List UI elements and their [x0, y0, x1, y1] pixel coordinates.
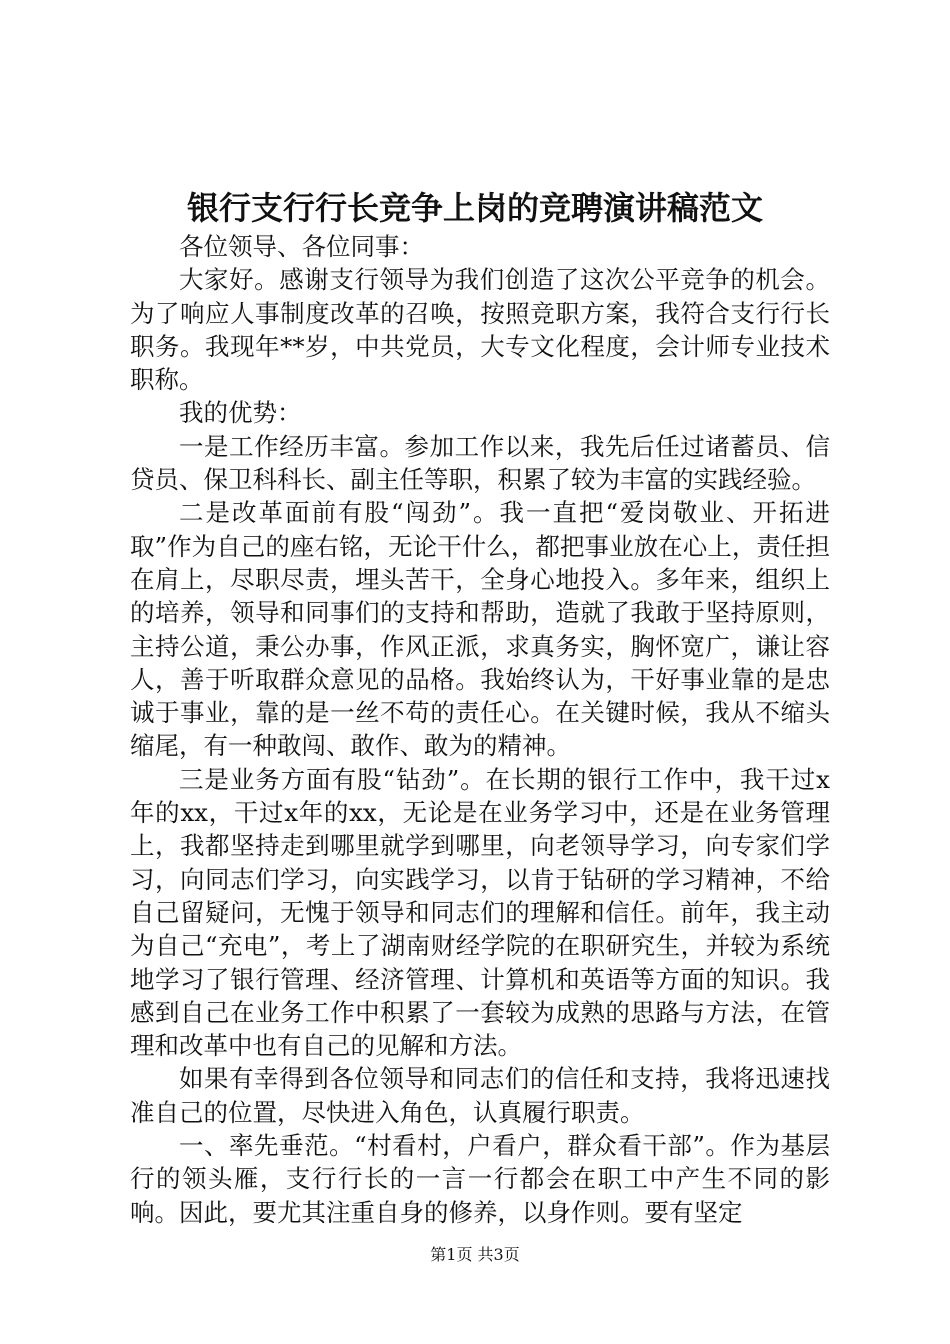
- paragraph-commitment: 如果有幸得到各位领导和同志们的信任和支持，我将迅速找准自己的位置，尽快进入角色，认真履行职责。: [130, 1064, 830, 1127]
- paragraph-advantage-three: 三是业务方面有股“钻劲”。在长期的银行工作中，我干过x年的xx，干过x年的xx，无论是在业务学习中，还是在业务管理上，我都坚持走到哪里就学到哪里，向老领导学习，向专家们学习，向同志们学习，向实践学习，以肯于钻研的学习精神，不给自己留疑问，无愧于领导和同志们的理解和信任。前年，我主动为自己“充电”，考上了湖南财经学院的在职研究生，并较为系统地学习了银行管理、经济管理、计算机和英语等方面的知识。我感到自己在业务工作中积累了一套较为成熟的思路与方法，在管理和改革中也有自己的见解和方法。: [130, 764, 830, 1061]
- document-body: [130, 230, 830, 1229]
- paragraph-greeting: 大家好。感谢支行领导为我们创造了这次公平竞争的机会。为了响应人事制度改革的召唤，按照竞职方案，我符合支行行长职务。我现年**岁，中共党员，大专文化程度，会计师专业技术职称。: [130, 265, 830, 395]
- paragraph-advantage-two: 二是改革面前有股“闯劲”。我一直把“爱岗敬业、开拓进取”作为自己的座右铭，无论干什么，都把事业放在心上，责任担在肩上，尽职尽责，埋头苦干，全身心地投入。多年来，组织上的培养，领导和同事们的支持和帮助，造就了我敢于坚持原则，主持公道，秉公办事，作风正派，求真务实，胸怀宽广，谦让容人，善于听取群众意见的品格。我始终认为，干好事业靠的是忠诚于事业，靠的是一丝不苟的责任心。在关键时候，我从不缩头缩尾，有一种敢闯、敢作、敢为的精神。: [130, 498, 830, 761]
- paragraph-salutation: 各位领导、各位同事：: [179, 232, 424, 261]
- paragraph-advantage-one: 一是工作经历丰富。参加工作以来，我先后任过诸蓄员、信贷员、保卫科科长、副主任等职，积累了较为丰富的实践经验。: [130, 431, 830, 495]
- paragraph-plan-one: 一、率先垂范。“村看村，户看户，群众看干部”。作为基层行的领头雁，支行行长的一言一行都会在职工中产生不同的影响。因此，要尤其注重自身的修养，以身作则。要有坚定: [130, 1131, 830, 1227]
- page-number-footer: 第1页 共3页: [430, 1245, 520, 1264]
- paragraph-advantages-heading: 我的优势：: [179, 398, 302, 428]
- document-title: 银行支行行长竞争上岗的竞聘演讲稿范文: [186, 189, 763, 227]
